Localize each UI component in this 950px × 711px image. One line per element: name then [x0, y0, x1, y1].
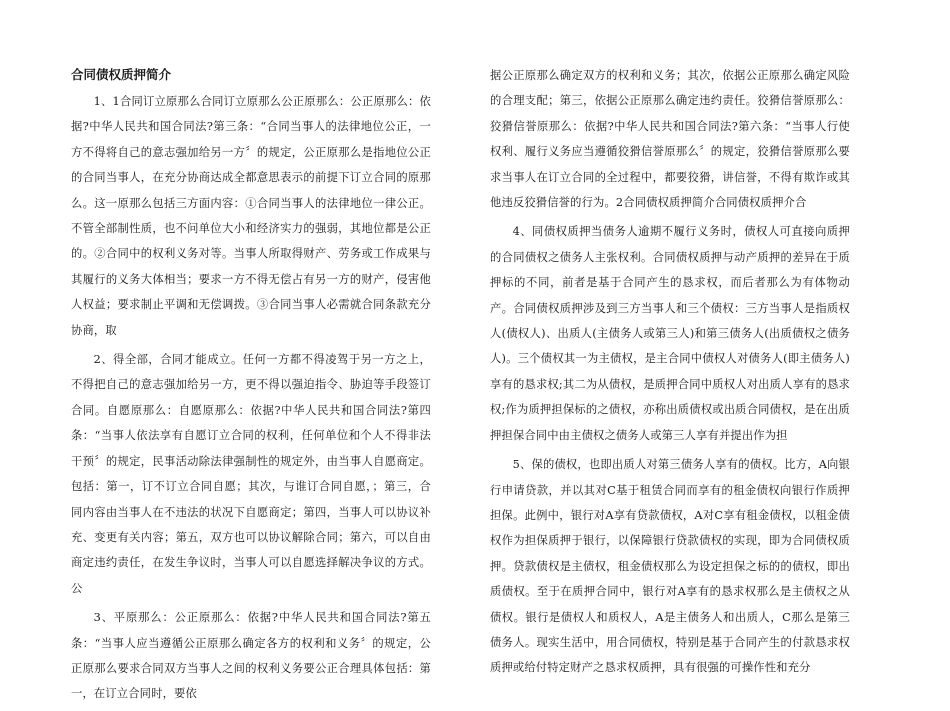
right-column [490, 63, 850, 685]
paragraph: 1、1合同订立原那么合同订立原那么公正原那么：公正原那么：依据?中华人民共和国合同法?第三条：“合同当事人的法律地位公正，一方不得将自己的意志强加给另一方〞的规定，公正原那么是指地位公正的合同当事人，在充分协商达成全都意思表示的前提下订立合同的原那么。这一原那么包括三方面内容：①合同当事人的法律地位一律公正。不管全部制性质，也不问单位大小和经济实力的强弱，其地位都是公正的。②合同中的权利义务对等。当事人所取得财产、劳务或工作成果与其履行的义务大体相当；要求一方不得无偿占有另一方的财产，侵害他人权益；要求制止平调和无偿调拨。③合同当事人必需就合同条款充分协商，取 [71, 95, 431, 337]
left-column [71, 63, 431, 711]
paragraph: 2、得全部，合同才能成立。任何一方都不得凌驾于另一方之上，不得把自己的意志强加给另一方，更不得以强迫指令、胁迫等手段签订合同。自愿原那么：自愿原那么：依据?中华人民共和国合同法?第四条：“当事人依法享有自愿订立合同的权利，任何单位和个人不得非法干预〞的规定，民事活动除法律强制性的规定外，由当事人自愿商定。包括：第一，订不订立合同自愿；其次，与谁订合同自愿，；第三，合同内容由当事人在不违法的状况下自愿商定；第四，当事人可以协议补充、变更有关内容；第五，双方也可以协议解除合同；第六，可以自由商定违约责任，在发生争议时，当事人可以自愿选择解决争议的方式。公 [71, 353, 431, 595]
paragraph: 3、平原那么：公正原那么：依据?中华人民共和国合同法?第五条：“当事人应当遵循公正原那么确定各方的权利和义务〞的规定，公正原那么要求合同双方当事人之间的权利义务要公正合理具体包括：第一，在订立合同时，要依 [71, 611, 431, 701]
paragraph-continued: 据公正原那么确定双方的权利和义务；其次，依据公正原那么确定风险的合理支配；第三，依据公正原那么确定违约责任。狡猾信誉原那么：狡猾信誉原那么：依据?中华人民共和国合同法?第六条：“当事人行使权利、履行义务应当遵循狡猾信誉原那么〞的规定，狡猾信誉原那么要求当事人在订立合同的全过程中，都要狡猾，讲信誉，不得有欺诈或其他违反狡猾信誉的行为。2合同债权质押简介合同债权质押介合 [490, 69, 850, 210]
document-title: 合同债权质押简介 [71, 67, 172, 82]
paragraph: 4、同债权质押当债务人逾期不履行义务时，债权人可直接向质押的合同债权之债务人主张权利。合同债权质押与动产质押的差异在于质押标的不同，前者是基于合同产生的恳求权，而后者那么为有体物动产。合同债权质押涉及到三方当事人和三个债权：三方当事人是指质权人(债权人)、出质人(主债务人或第三人)和第三债务人(出质债权之债务人)。三个债权其一为主债权，是主合同中债权人对债务人(即主债务人)享有的恳求权;其二为从债权，是质押合同中质权人对出质人享有的恳求权;作为质押担保标的之债权，亦称出质债权或出质合同债权，是在出质押担保合同中由主债权之债务人或第三人享有并提出作为担 [490, 225, 850, 442]
paragraph: 5、保的债权，也即出质人对第三债务人享有的债权。比方，A向银行申请贷款，并以其对C基于租赁合同而享有的租金债权向银行作质押担保。此例中，银行对A享有贷款债权，A对C享有租金债权，以租金债权作为担保质押于银行，以保障银行贷款债权的实现，即为合同债权质押。贷款债权是主债权，租金债权那么为设定担保之标的的债权，即出质债权。至于在质押合同中，银行对A享有的恳求权那么是主债权之从债权。银行是债权人和质权人，A是主债务人和出质人，C那么是第三债务人。现实生活中，用合同债权，特别是基于合同产生的付款恳求权质押或给付特定财产之恳求权质押，具有很强的可操作性和充分 [490, 458, 850, 675]
